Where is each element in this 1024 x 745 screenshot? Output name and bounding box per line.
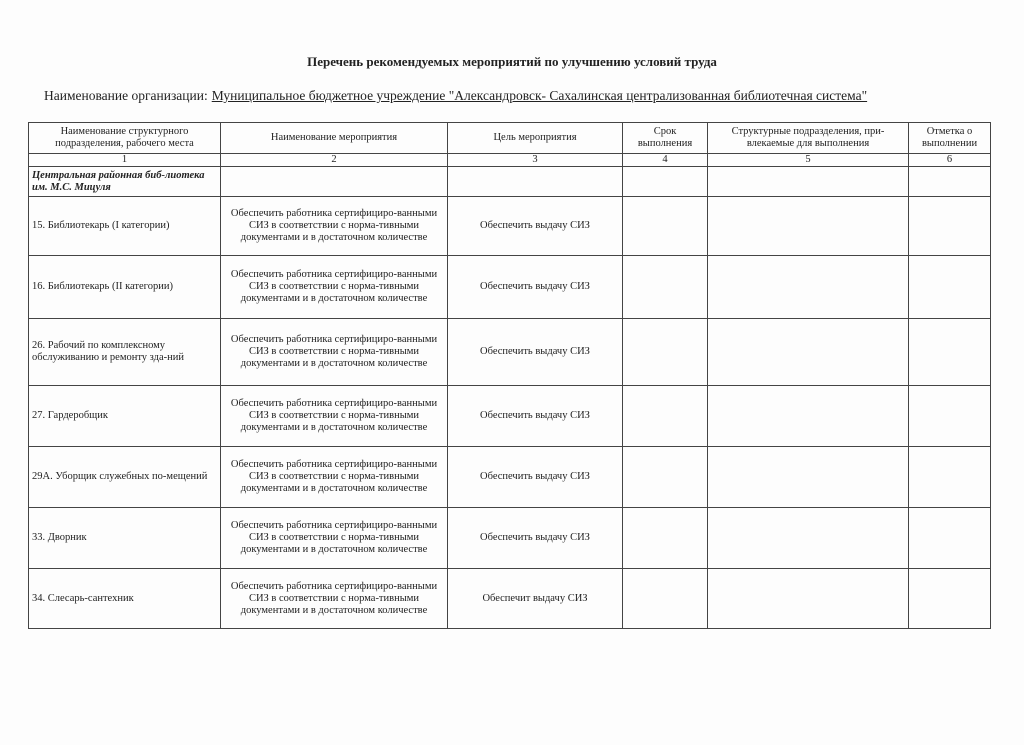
workplace-cell: 34. Слесарь-сантехник: [29, 569, 221, 629]
table-row: [29, 569, 991, 629]
departments-cell: [708, 319, 909, 386]
empty-cell: [909, 167, 991, 197]
goal-cell: Обеспечить выдачу СИЗ: [448, 197, 623, 256]
measure-cell: Обеспечить работника сертифициро-ванными СИЗ в соответствии с норма-тивными документами и в достаточном количестве: [221, 386, 448, 447]
workplace-cell: 29А. Уборщик служебных по-мещений: [29, 447, 221, 508]
deadline-cell: [623, 197, 708, 256]
completion-cell: [909, 386, 991, 447]
departments-cell: [708, 197, 909, 256]
goal-cell: Обеспечить выдачу СИЗ: [448, 256, 623, 319]
measure-cell: Обеспечить работника сертифициро-ванными СИЗ в соответствии с норма-тивными документами и в достаточном количестве: [221, 319, 448, 386]
completion-cell: [909, 319, 991, 386]
column-number: 1: [29, 154, 221, 167]
organization-label: Наименование организации:: [44, 88, 208, 103]
table-row: [29, 508, 991, 569]
measures-table: [28, 122, 991, 629]
column-number: 2: [221, 154, 448, 167]
empty-cell: [448, 167, 623, 197]
deadline-cell: [623, 386, 708, 447]
measure-cell: Обеспечить работника сертифициро-ванными СИЗ в соответствии с норма-тивными документами и в достаточном количестве: [221, 508, 448, 569]
departments-cell: [708, 386, 909, 447]
workplace-cell: 33. Дворник: [29, 508, 221, 569]
workplace-cell: 16. Библиотекарь (II категории): [29, 256, 221, 319]
header-departments: Структурные подразделения, при-влекаемые для выполнения: [708, 123, 909, 154]
section-title: Центральная районная биб-лиотека им. М.С. Мицуля: [29, 167, 221, 197]
departments-cell: [708, 508, 909, 569]
table-row: [29, 386, 991, 447]
departments-cell: [708, 447, 909, 508]
column-numbers-row: [29, 154, 991, 167]
completion-cell: [909, 256, 991, 319]
goal-cell: Обеспечит выдачу СИЗ: [448, 569, 623, 629]
header-row: [29, 123, 991, 154]
workplace-cell: 26. Рабочий по комплексному обслуживанию и ремонту зда-ний: [29, 319, 221, 386]
workplace-cell: 15. Библиотекарь (I категории): [29, 197, 221, 256]
header-completion: Отметка о выполнении: [909, 123, 991, 154]
empty-cell: [623, 167, 708, 197]
goal-cell: Обеспечить выдачу СИЗ: [448, 319, 623, 386]
column-number: 5: [708, 154, 909, 167]
table-row: [29, 197, 991, 256]
column-number: 3: [448, 154, 623, 167]
table-row: [29, 447, 991, 508]
document-title: Перечень рекомендуемых мероприятий по улучшению условий труда: [307, 54, 717, 69]
section-row: [29, 167, 991, 197]
header-measure: Наименование мероприятия: [221, 123, 448, 154]
header-goal: Цель мероприятия: [448, 123, 623, 154]
departments-cell: [708, 256, 909, 319]
measure-cell: Обеспечить работника сертифициро-ванными СИЗ в соответствии с норма-тивными документами и в достаточном количестве: [221, 256, 448, 319]
empty-cell: [708, 167, 909, 197]
completion-cell: [909, 569, 991, 629]
deadline-cell: [623, 256, 708, 319]
measure-cell: Обеспечить работника сертифициро-ванными СИЗ в соответствии с норма-тивными документами и в достаточном количестве: [221, 197, 448, 256]
deadline-cell: [623, 319, 708, 386]
completion-cell: [909, 197, 991, 256]
goal-cell: Обеспечить выдачу СИЗ: [448, 447, 623, 508]
organization-line: [44, 88, 867, 104]
deadline-cell: [623, 508, 708, 569]
goal-cell: Обеспечить выдачу СИЗ: [448, 386, 623, 447]
deadline-cell: [623, 447, 708, 508]
header-place: Наименование структурного подразделения, рабочего места: [29, 123, 221, 154]
measure-cell: Обеспечить работника сертифициро-ванными СИЗ в соответствии с норма-тивными документами и в достаточном количестве: [221, 569, 448, 629]
organization-value: Муниципальное бюджетное учреждение "Александровск- Сахалинская централизованная библиотечная система": [211, 88, 868, 103]
workplace-cell: 27. Гардеробщик: [29, 386, 221, 447]
goal-cell: Обеспечить выдачу СИЗ: [448, 508, 623, 569]
completion-cell: [909, 447, 991, 508]
empty-cell: [221, 167, 448, 197]
completion-cell: [909, 508, 991, 569]
column-number: 4: [623, 154, 708, 167]
departments-cell: [708, 569, 909, 629]
table-row: [29, 256, 991, 319]
measure-cell: Обеспечить работника сертифициро-ванными СИЗ в соответствии с норма-тивными документами и в достаточном количестве: [221, 447, 448, 508]
deadline-cell: [623, 569, 708, 629]
table-row: [29, 319, 991, 386]
header-deadline: Срок выполнения: [623, 123, 708, 154]
column-number: 6: [909, 154, 991, 167]
